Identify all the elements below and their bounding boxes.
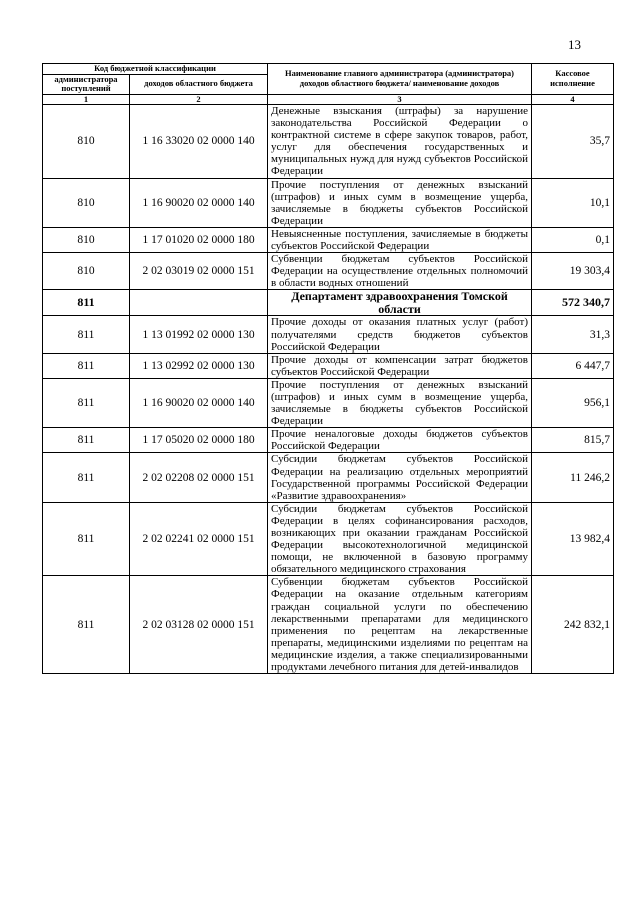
cell-amount: 19 303,4 [532, 253, 614, 290]
cell-admin: 811 [43, 290, 130, 316]
table-row [43, 576, 614, 674]
table-row [43, 227, 614, 252]
cell-name: Денежные взыскания (штрафы) за нарушение законодательства Российской Федерации о контрактной системе в сфере закупок товаров, работ, услуг для обеспечения государственных и муниципальных нужд для нужд субъектов Российской Федерации [268, 105, 532, 179]
cell-admin: 811 [43, 502, 130, 576]
cell-admin: 811 [43, 353, 130, 378]
cell-amount: 242 832,1 [532, 576, 614, 674]
cell-amount: 6 447,7 [532, 353, 614, 378]
cell-name: Субвенции бюджетам субъектов Российской Федерации на осуществление отдельных полномочий в области водных отношений [268, 253, 532, 290]
cell-amount: 35,7 [532, 105, 614, 179]
cell-code: 1 16 90020 02 0000 140 [130, 178, 268, 227]
cell-admin: 810 [43, 253, 130, 290]
budget-table [42, 63, 614, 674]
cell-department-name: Департамент здравоохранения Томской области [268, 290, 532, 316]
table-header [43, 64, 614, 105]
cell-code [130, 290, 268, 316]
table-row [43, 178, 614, 227]
cell-code: 2 02 03128 02 0000 151 [130, 576, 268, 674]
cell-name: Прочие доходы от компенсации затрат бюджетов субъектов Российской Федерации [268, 353, 532, 378]
cell-admin: 811 [43, 576, 130, 674]
cell-code: 1 13 02992 02 0000 130 [130, 353, 268, 378]
cell-name: Субсидии бюджетам субъектов Российской Федерации на реализацию отдельных мероприятий Государственной программы Российской Федерации «Развитие здравоохранения» [268, 453, 532, 502]
table-row [43, 428, 614, 453]
table-row [43, 105, 614, 179]
cell-code: 1 16 90020 02 0000 140 [130, 378, 268, 427]
cell-name: Прочие неналоговые доходы бюджетов субъектов Российской Федерации [268, 428, 532, 453]
table-row [43, 253, 614, 290]
cell-name: Прочие доходы от оказания платных услуг (работ) получателями средств бюджетов субъектов Российской Федерации [268, 316, 532, 353]
cell-admin: 810 [43, 105, 130, 179]
cell-amount: 815,7 [532, 428, 614, 453]
cell-amount: 11 246,2 [532, 453, 614, 502]
cell-admin: 811 [43, 378, 130, 427]
cell-code: 1 17 05020 02 0000 180 [130, 428, 268, 453]
table-row [43, 353, 614, 378]
cell-name: Прочие поступления от денежных взысканий (штрафов) и иных сумм в возмещение ущерба, зачисляемые в бюджеты субъектов Российской Федерации [268, 178, 532, 227]
cell-amount: 13 982,4 [532, 502, 614, 576]
cell-code: 1 17 01020 02 0000 180 [130, 227, 268, 252]
department-row [43, 290, 614, 316]
header-admin: администратора поступлений [43, 74, 130, 94]
table-row [43, 316, 614, 353]
cell-code: 1 13 01992 02 0000 130 [130, 316, 268, 353]
page-number: 13 [568, 37, 581, 52]
cell-admin: 811 [43, 316, 130, 353]
header-num-2: 2 [130, 94, 268, 105]
header-num-4: 4 [532, 94, 614, 105]
table-row [43, 378, 614, 427]
cell-amount: 31,3 [532, 316, 614, 353]
cell-amount: 10,1 [532, 178, 614, 227]
header-name: Наименование главного администратора (администратора) доходов областного бюджета/ наименование доходов [268, 64, 532, 95]
cell-code: 1 16 33020 02 0000 140 [130, 105, 268, 179]
table-row [43, 453, 614, 502]
header-income: доходов областного бюджета [130, 74, 268, 94]
cell-code: 2 02 02241 02 0000 151 [130, 502, 268, 576]
header-code-group: Код бюджетной классификации [43, 64, 268, 75]
cell-admin: 811 [43, 428, 130, 453]
cell-admin: 810 [43, 178, 130, 227]
cell-amount: 0,1 [532, 227, 614, 252]
cell-name: Невыясненные поступления, зачисляемые в бюджеты субъектов Российской Федерации [268, 227, 532, 252]
table-row [43, 502, 614, 576]
header-num-3: 3 [268, 94, 532, 105]
cell-amount: 956,1 [532, 378, 614, 427]
cell-name: Субсидии бюджетам субъектов Российской Федерации в целях софинансирования расходов, возникающих при оказании гражданам Российской Федерации высокотехнологичной медицинской помощи, не включенной в базовую программу обязательного медицинского страхования [268, 502, 532, 576]
cell-code: 2 02 03019 02 0000 151 [130, 253, 268, 290]
cell-admin: 810 [43, 227, 130, 252]
cell-admin: 811 [43, 453, 130, 502]
cell-code: 2 02 02208 02 0000 151 [130, 453, 268, 502]
cell-name: Субвенции бюджетам субъектов Российской Федерации на оказание отдельным категориям граждан социальной услуги по обеспечению лекарственными препаратами для медицинского применения по рецептам на лекарственные препараты, медицинскими изделиями по рецептам на медицинские изделия, а также специализированными продуктами лечебного питания для детей-инвалидов [268, 576, 532, 674]
table-body [43, 105, 614, 674]
cell-name: Прочие поступления от денежных взысканий (штрафов) и иных сумм в возмещение ущерба, зачисляемые в бюджеты субъектов Российской Федерации [268, 378, 532, 427]
header-num-1: 1 [43, 94, 130, 105]
header-exec: Кассовое исполнение [532, 64, 614, 95]
cell-amount: 572 340,7 [532, 290, 614, 316]
